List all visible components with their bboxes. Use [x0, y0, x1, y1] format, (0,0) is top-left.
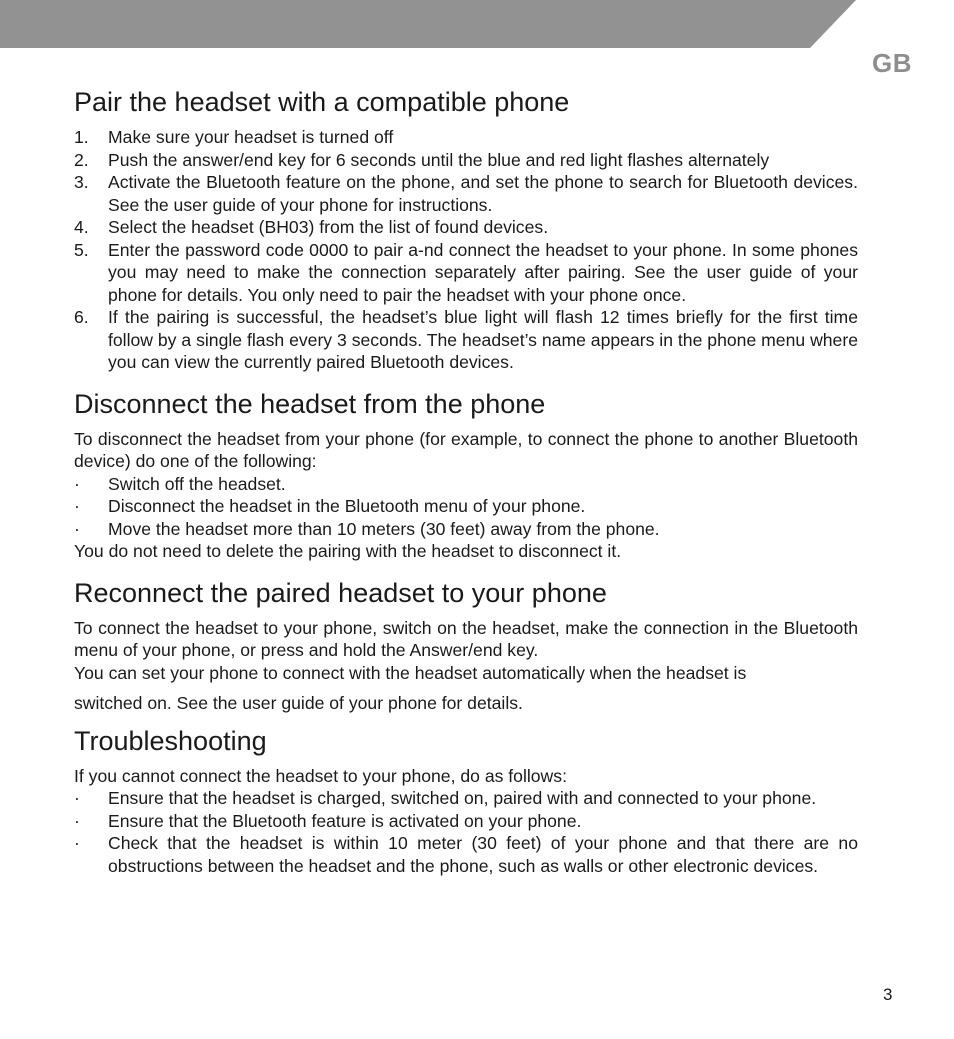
- bullet-text: Ensure that the headset is charged, switched on, paired with and connected to your phone.: [108, 788, 817, 808]
- disconnect-bullets-list: [74, 473, 858, 541]
- list-item: [74, 171, 858, 216]
- step-number: 2.: [74, 149, 89, 170]
- pair-steps-list: [74, 126, 858, 374]
- section-reconnect: [74, 577, 858, 715]
- list-item: [74, 787, 858, 810]
- bullet-marker: ·: [74, 518, 80, 539]
- list-item: [74, 473, 858, 496]
- reconnect-paragraph: You can set your phone to connect with the headset automatically when the headset is: [74, 662, 747, 683]
- list-item: [74, 518, 858, 541]
- bullet-text: Disconnect the headset in the Bluetooth menu of your phone.: [108, 496, 586, 516]
- list-item: [74, 495, 858, 518]
- bullet-text: Check that the headset is within 10 meter (30 feet) of your phone and that there are no obstructions between the headset and the phone, such as walls or other electronic devices.: [108, 833, 858, 876]
- step-text: Enter the password code 0000 to pair a-nd connect the headset to your phone. In some phones you may need to make the connection separately after pairing. See the user guide of your phone for details. You only need to pair the headset with your phone once.: [108, 239, 858, 305]
- list-item: [74, 810, 858, 833]
- page-number: 3: [883, 985, 893, 1004]
- reconnect-paragraph: To connect the headset to your phone, switch on the headset, make the connection in the Bluetooth menu of your phone, or press and hold the Answer/end key.: [74, 617, 858, 660]
- step-text: Activate the Bluetooth feature on the phone, and set the phone to search for Bluetooth devices. See the user guide of your phone for instructions.: [108, 172, 858, 215]
- list-item: [74, 216, 858, 239]
- page-content: [74, 86, 858, 877]
- list-item: [74, 149, 858, 172]
- section-title: Disconnect the headset from the phone: [74, 388, 546, 419]
- step-number: 3.: [74, 172, 89, 192]
- list-item: [74, 239, 858, 307]
- step-text: Select the headset (BH03) from the list of found devices.: [108, 217, 549, 237]
- step-number: 1.: [74, 127, 89, 147]
- bullet-marker: ·: [74, 833, 80, 853]
- step-text: If the pairing is successful, the headset’s blue light will flash 12 times briefly for the first time follow by a single flash every 3 seconds. The headset’s name appears in the phone menu where you can view the currently paired Bluetooth devices.: [108, 307, 858, 372]
- section-title: Reconnect the paired headset to your phone: [74, 577, 607, 608]
- step-number: 5.: [74, 239, 89, 260]
- step-number: 6.: [74, 307, 89, 327]
- troubleshooting-bullets-list: [74, 787, 858, 877]
- section-title: Troubleshooting: [74, 725, 267, 756]
- language-code: GB: [872, 48, 912, 78]
- list-item: [74, 126, 858, 149]
- list-item: [74, 306, 858, 374]
- bullet-text: Switch off the headset.: [108, 473, 286, 494]
- section-pair: [74, 86, 858, 374]
- list-item: [74, 832, 858, 877]
- bullet-marker: ·: [74, 788, 80, 808]
- section-title: Pair the headset with a compatible phone: [74, 87, 570, 117]
- section-intro: To disconnect the headset from your phone (for example, to connect the phone to another Bluetooth device) do one of the following:: [74, 428, 858, 471]
- section-intro: If you cannot connect the headset to your phone, do as follows:: [74, 765, 567, 786]
- section-troubleshooting: [74, 725, 858, 878]
- section-disconnect: [74, 388, 858, 563]
- step-number: 4.: [74, 217, 89, 237]
- reconnect-paragraph: switched on. See the user guide of your phone for details.: [74, 693, 523, 713]
- step-text: Make sure your headset is turned off: [108, 127, 394, 147]
- header-bar: [0, 0, 856, 48]
- bullet-marker: ·: [74, 496, 80, 516]
- step-text: Push the answer/end key for 6 seconds until the blue and red light flashes alternately: [108, 149, 770, 170]
- bullet-marker: ·: [74, 810, 80, 831]
- bullet-text: Ensure that the Bluetooth feature is activated on your phone.: [108, 810, 582, 831]
- section-outro: You do not need to delete the pairing with the headset to disconnect it.: [74, 541, 622, 561]
- bullet-text: Move the headset more than 10 meters (30 feet) away from the phone.: [108, 518, 660, 539]
- bullet-marker: ·: [74, 473, 80, 494]
